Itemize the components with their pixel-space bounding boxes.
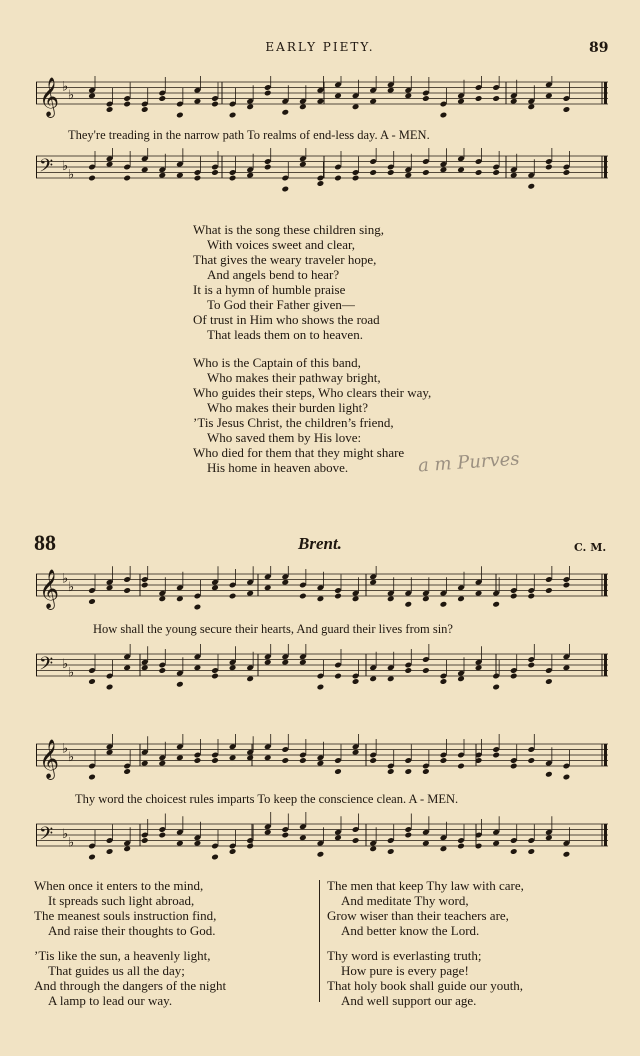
- section-title: EARLY PIETY.: [265, 40, 375, 54]
- hymn-stanza-left-1: When once it enters to the mind, It spreads such light abroad, The meanest souls instruction find, And raise their thoughts to God.: [34, 878, 217, 938]
- svg-text:♭: ♭: [62, 571, 69, 587]
- handwritten-signature: a m Purves: [417, 448, 521, 477]
- svg-text:♭: ♭: [68, 579, 75, 595]
- top-lyric-line: They're treading in the narrow path To realms of end-less day. A - MEN.: [68, 128, 430, 142]
- svg-text:♭: ♭: [68, 167, 75, 183]
- hymn-system2-bass: [36, 812, 608, 874]
- svg-text:𝄞: 𝄞: [39, 569, 60, 609]
- hymn-system1-bass: [36, 644, 608, 702]
- svg-text:♭: ♭: [68, 749, 75, 765]
- svg-text:♭: ♭: [62, 159, 69, 174]
- column-divider: [319, 880, 320, 1002]
- svg-text:𝄞: 𝄞: [39, 77, 60, 117]
- hymn-stanza-right-2: Thy word is everlasting truth; How pure is every page! That holy book shall guide our youth, And well support our age.: [327, 948, 524, 1008]
- hymn-lyric-line-2: Thy word the choicest rules imparts To keep the conscience clean. A - MEN.: [75, 792, 459, 806]
- svg-text:♭: ♭: [62, 657, 69, 672]
- hymn-system1-treble: [36, 566, 608, 618]
- svg-text:𝄢: 𝄢: [39, 654, 54, 679]
- tune-name: Brent.: [298, 534, 342, 553]
- top-bass-staff: [36, 148, 608, 210]
- svg-text:♭: ♭: [62, 827, 69, 842]
- top-stanza-1: What is the song these children sing, With voices sweet and clear, That gives the weary traveler hope, And angels bend to hear? It is a hymn of humble praise To God their Father given— Of trust in Him who shows the road That leads them on to heaven.: [193, 222, 384, 342]
- svg-text:𝄢: 𝄢: [39, 824, 54, 849]
- page-number: 89: [589, 40, 609, 56]
- top-treble-staff: [36, 76, 608, 126]
- svg-text:♭: ♭: [62, 79, 69, 95]
- hymn-system2-treble: [36, 734, 608, 790]
- svg-text:♭: ♭: [68, 87, 75, 103]
- hymn-number: 88: [34, 530, 56, 555]
- svg-text:♭: ♭: [68, 665, 75, 681]
- svg-text:♭: ♭: [62, 741, 69, 757]
- svg-text:♭: ♭: [68, 835, 75, 851]
- svg-text:𝄢: 𝄢: [39, 156, 54, 181]
- meter: C. M.: [574, 541, 607, 554]
- svg-text:𝄞: 𝄞: [39, 739, 60, 779]
- hymn-stanza-right-1: The men that keep Thy law with care, And meditate Thy word, Grow wiser than their teachers are, And better know the Lord.: [327, 878, 524, 938]
- top-stanza-2: Who is the Captain of this band, Who makes their pathway bright, Who guides their steps, Who clears their way, Who makes their burden light? ’Tis Jesus Christ, the children’s friend, Who saved them by His love: Who died for them that they might share His home in heaven above.: [193, 355, 432, 475]
- hymn-lyric-line-1: How shall the young secure their hearts, And guard their lives from sin?: [93, 622, 453, 636]
- hymn-stanza-left-2: ’Tis like the sun, a heavenly light, That guides us all the day; And through the dangers of the night A lamp to lead our way.: [34, 948, 227, 1008]
